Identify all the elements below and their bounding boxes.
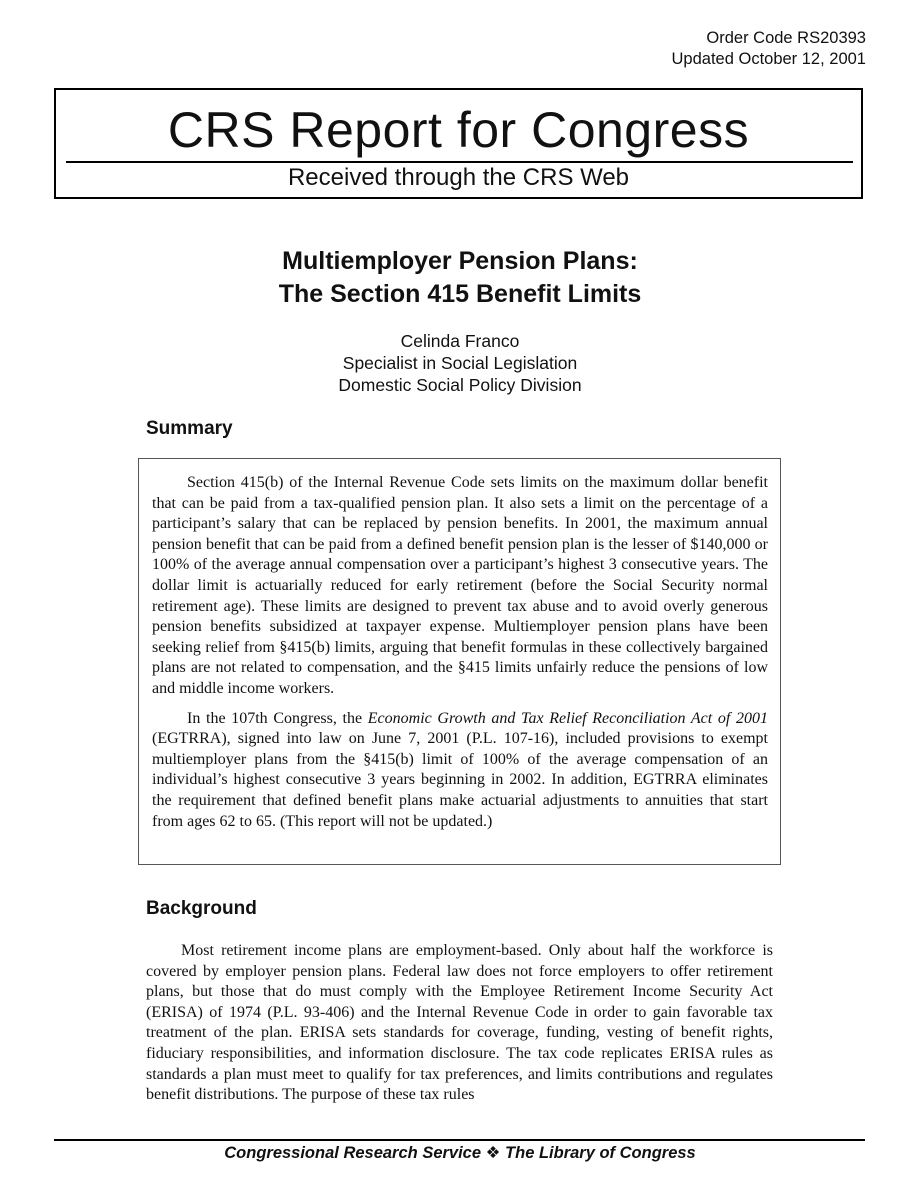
author-title: Specialist in Social Legislation: [342, 353, 578, 373]
summary-box: [138, 458, 781, 865]
background-section: [146, 941, 773, 1106]
summary-paragraph-2-intro: In the 107th Congress, the: [187, 709, 368, 727]
footer-rule: [54, 1139, 865, 1141]
author-block: [0, 330, 920, 396]
background-heading: Background: [146, 898, 257, 919]
document-title-line2: The Section 415 Benefit Limits: [278, 280, 642, 308]
document-title-line1: Multiemployer Pension Plans:: [282, 247, 638, 275]
footer-loc: The Library of Congress: [505, 1144, 696, 1162]
summary-heading: Summary: [146, 418, 233, 439]
masthead-title: CRS Report for Congress: [167, 102, 750, 158]
order-code-block: [672, 28, 866, 70]
summary-paragraph-2-rest: (EGTRRA), signed into law on June 7, 2001 (P.L. 107-16), included provisions to exempt multiemployer plans from the §415(b) limit of 100% of the average compensation of an individual’s highest consecutive 3 years beginning in 2002. In addition, EGTRRA eliminates the requirement that defined benefit plans make actuarial adjustments to annuities that start from ages 62 to 65. (This report will not be updated.): [152, 730, 768, 830]
background-paragraph-1: Most retirement income plans are employment-based. Only about half the workforce is covered by employer pension plans. Federal law does not force employers to offer retirement plans, but those that do must comply with the Employee Retirement Income Security Act (ERISA) of 1974 (P.L. 93-406) and the Internal Revenue Code in order to gain favorable tax treatment of the plan. ERISA sets standards for coverage, funding, vesting of benefit rights, fiduciary responsibilities, and information disclosure. The tax code replicates ERISA rules as standards a plan must meet to qualify for tax preferences, and limits contributions and regulates benefit distributions. The purpose of these tax rules: [146, 942, 773, 1104]
masthead-subtitle: Received through the CRS Web: [287, 164, 630, 191]
summary-paragraph-2: [152, 709, 768, 833]
order-code: Order Code RS20393: [706, 29, 866, 47]
footer-crs: Congressional Research Service: [224, 1144, 482, 1162]
author-division: Domestic Social Policy Division: [338, 375, 582, 395]
masthead: [54, 88, 863, 199]
summary-paragraph-1: Section 415(b) of the Internal Revenue Code sets limits on the maximum dollar benefit that can be paid from a tax-qualified pension plan. It also sets a limit on the percentage of a participant’s salary that can be replaced by pension benefits. In 2001, the maximum annual pension benefit that can be paid from a defined benefit pension plan is the lesser of $140,000 or 100% of the average annual compensation over a participant’s highest 3 consecutive years. The dollar limit is actuarially reduced for early retirement (before the Social Security normal retirement age). These limits are designed to prevent tax abuse and to avoid overly generous pension benefits subsidized at taxpayer expense. Multiemployer pension plans have been seeking relief from §415(b) limits, arguing that benefit formulas in these collectively bargained plans are not related to compensation, and the §415 limits unfairly reduce the pensions of low and middle income workers.: [152, 474, 768, 697]
author-name: Celinda Franco: [400, 331, 520, 351]
page-footer: [0, 1142, 920, 1164]
document-title: [0, 245, 920, 311]
footer-separator: ❖: [485, 1144, 501, 1162]
act-title: Economic Growth and Tax Relief Reconciliation Act of 2001: [367, 709, 769, 727]
updated-date: Updated October 12, 2001: [671, 50, 866, 68]
